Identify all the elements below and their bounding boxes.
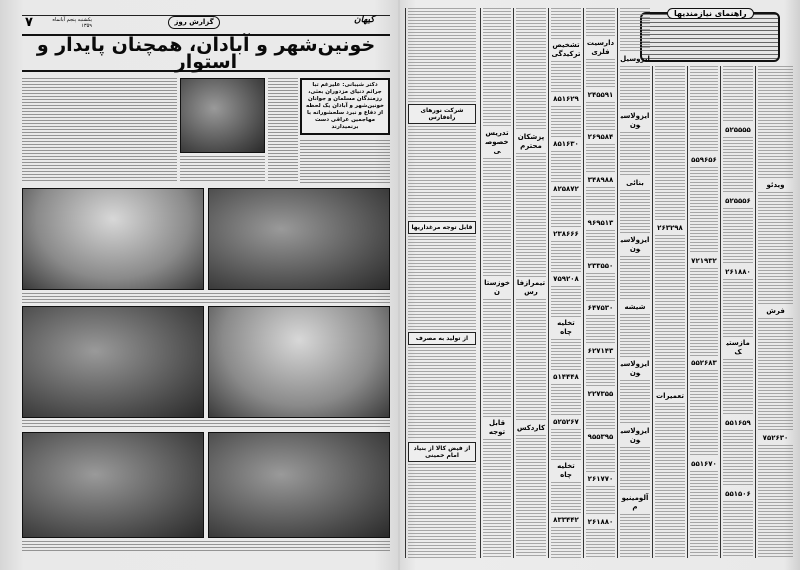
ad-text [723, 279, 753, 336]
subheadline-box: دکتر شیبانی: علیرغم تبا جرائم دنیای مزدوران بعثی، رزمندگان مسلمان و جوانان خونین‌شهر و آبادان یک لحظه از دفاع و نبرد سلحشورانه با مهاجمین عراقی دست برنمیدارند [300, 78, 390, 135]
photo-ruins-4 [208, 432, 390, 538]
ad-text [620, 447, 650, 492]
headline: خونین‌شهر و آبادان، همچنان پایدار و استوار [22, 34, 390, 72]
ad-title: ایزولاسیون [620, 236, 650, 254]
right-page [400, 0, 800, 570]
ad-text [586, 486, 615, 515]
ad-text [620, 66, 650, 111]
ad-phone-number: ۹۶۹۵۱۳ [587, 218, 614, 227]
ad-phone-number: ۸۵۱۶۳۰ [553, 140, 579, 148]
classified-column [652, 66, 687, 558]
page-number: ۷ [25, 15, 33, 30]
ad-title: ویدئو [766, 181, 785, 189]
ad-text [586, 358, 615, 387]
classifieds-index [640, 9, 780, 62]
ad-text [551, 106, 581, 137]
ad-phone-number: ۷۲۱۹۳۲ [691, 257, 717, 266]
ad-text [586, 8, 615, 37]
ad-text [620, 132, 650, 177]
ad-title: قابل توجه [488, 419, 506, 437]
ad-text [586, 144, 615, 173]
ad-phone-number: ۷۵۲۶۳۰ [762, 434, 789, 442]
ad-title: کاردکس [516, 423, 546, 432]
ad-title: خوزستان [484, 278, 510, 296]
ad-title: قابل توجه مرغداریها [408, 221, 476, 234]
ad-title: مازستیک [726, 338, 750, 356]
ad-phone-number: ۵۲۵۵۵۶ [725, 197, 751, 206]
classified-column [687, 66, 720, 558]
ad-text [516, 8, 546, 131]
ad-text [551, 8, 581, 39]
ad-phone-number: ۲۶۹۵۸۴ [587, 133, 614, 142]
newspaper-logo: کیهان [354, 15, 375, 25]
photo-caption [22, 293, 390, 303]
section-label: گزارش روز [168, 16, 220, 29]
ad-phone-number: ۲۶۱۸۸۰ [725, 268, 751, 277]
ad-text [586, 187, 615, 216]
ad-text [723, 208, 753, 265]
ad-text [516, 153, 546, 276]
ad-phone-number: ۶۴۷۵۳۰ [587, 304, 614, 313]
ad-title: تیمرازفارس [516, 278, 546, 296]
photo-ruins-2 [208, 306, 390, 418]
classified-column [583, 8, 617, 558]
ad-text [408, 126, 476, 220]
ad-text [655, 403, 685, 558]
ad-text [551, 384, 581, 415]
ad-text [723, 430, 753, 487]
ad-text [551, 151, 581, 182]
ad-phone-number: ۵۲۵۲۶۷ [553, 418, 579, 426]
ad-title: آلومینیوم [621, 493, 649, 511]
ad-title: تشخیص ترکیدگی [551, 41, 581, 58]
article-text [300, 140, 390, 183]
ad-text [551, 482, 581, 513]
ad-text [551, 286, 581, 317]
classified-column [720, 66, 755, 558]
ad-text [551, 196, 581, 227]
ad-text [586, 102, 615, 131]
article-text [268, 78, 298, 183]
ad-title: فرش [766, 307, 785, 315]
ad-text [483, 299, 511, 418]
ad-text [586, 529, 615, 558]
ad-text [408, 8, 476, 102]
ad-text [655, 235, 685, 390]
ad-title: بنائی [626, 178, 644, 187]
classified-column [513, 8, 548, 558]
ad-text [483, 158, 511, 277]
ad-phone-number: ۵۵۱۵۰۶ [725, 489, 751, 498]
ad-phone-number: ۲۶۳۲۹۸ [657, 224, 683, 232]
ad-text [690, 471, 718, 558]
ad-text [516, 299, 546, 422]
ad-title: شرکت نورهای راه‌فارس [408, 104, 476, 124]
ad-phone-number: ۲۶۱۷۷۰ [587, 475, 614, 484]
ad-phone-number: ۵۵۱۶۷۰ [691, 459, 717, 468]
ad-title: ایزولاسیون [620, 360, 650, 378]
ad-text [551, 241, 581, 272]
photo-ruins-1 [22, 306, 204, 418]
ad-title: تخلیه چاه [557, 319, 575, 336]
ad-phone-number: ۸۵۱۶۲۹ [553, 95, 579, 103]
ad-title: شیشه [624, 302, 646, 311]
ad-text [551, 429, 581, 460]
ad-text [723, 66, 753, 123]
ad-text [758, 192, 793, 305]
classified-column [617, 8, 652, 558]
photo-top [180, 78, 265, 153]
photo-caption [22, 420, 390, 429]
ad-text [586, 273, 615, 302]
ad-text [655, 66, 685, 221]
ad-phone-number: ۸۲۵۸۷۲ [553, 185, 579, 193]
ad-text [723, 501, 753, 558]
ad-phone-number: ۲۶۱۸۸۰ [587, 518, 614, 527]
ad-phone-number: ۵۵۲۶۸۳ [691, 358, 717, 367]
classified-column [480, 8, 513, 558]
ad-phone-number: ۳۴۸۹۸۸ [587, 176, 614, 185]
classified-column [755, 66, 795, 558]
ad-text [690, 370, 718, 457]
ad-text [723, 137, 753, 194]
ad-text [723, 359, 753, 416]
ad-text [758, 318, 793, 431]
ad-phone-number: ۵۲۵۵۵۵ [725, 126, 751, 135]
ad-text [690, 268, 718, 355]
ad-text [620, 514, 650, 559]
ad-text [690, 66, 718, 153]
ad-text [483, 439, 511, 558]
ad-title: ایزولاسیون [620, 426, 650, 444]
ad-title: ایزوسیل [620, 54, 650, 63]
ad-text [516, 435, 546, 558]
photo-soldiers-rifles [208, 188, 390, 290]
ad-title: پزشکان محترم [517, 133, 545, 151]
ad-text [551, 339, 581, 370]
photo-ruins-3 [22, 432, 204, 538]
ad-phone-number: ۹۵۵۳۹۵ [587, 432, 614, 441]
ad-phone-number: ۷۵۹۲۰۸ [553, 275, 579, 283]
ad-text [620, 190, 650, 235]
ad-text [483, 8, 511, 127]
classified-column [405, 8, 478, 558]
classifieds-title: راهنمای نیازمندیها [667, 8, 754, 19]
ad-text [620, 314, 650, 359]
ad-text [620, 380, 650, 425]
ad-title: دارسیت فلزی [586, 38, 615, 56]
photo-soldiers-vehicle [22, 188, 204, 290]
ad-text [586, 315, 615, 344]
ad-text [586, 444, 615, 473]
ad-text [620, 256, 650, 301]
ad-text [408, 236, 476, 330]
ad-title: ایزولاسیون [620, 112, 650, 130]
classified-column [548, 8, 583, 558]
article-text [22, 78, 177, 183]
ad-phone-number: ۵۵۱۶۵۹ [725, 418, 751, 427]
ad-text [758, 66, 793, 179]
ad-phone-number: ۲۴۵۵۹۱ [587, 90, 614, 99]
issue-date: یکشنبه پنجم آبانماه ۱۳۵۹ [52, 17, 92, 29]
ad-phone-number: ۵۵۹۶۵۶ [691, 156, 717, 165]
ad-phone-number: ۶۲۷۱۴۳ [587, 347, 614, 356]
ad-phone-number: ۵۱۴۴۴۸ [553, 373, 579, 381]
ad-title: از فیض کالا از بنیاد امام خمینی [408, 442, 476, 462]
ad-title: تدریس خصوصی [485, 128, 509, 155]
ad-title: از تولید به مصرف [408, 332, 476, 345]
ad-text [586, 230, 615, 259]
photo-caption [22, 541, 390, 553]
ad-text [408, 464, 476, 558]
ad-text [586, 59, 615, 88]
ad-text [408, 347, 476, 441]
ad-text [690, 167, 718, 254]
left-page [0, 0, 398, 570]
ad-text [758, 445, 793, 558]
ad-phone-number: ۸۳۳۴۴۲ [553, 516, 579, 524]
ad-title: تعمیرات [656, 392, 684, 400]
ad-text [551, 527, 581, 558]
photo-caption [180, 156, 265, 183]
ad-phone-number: ۲۲۷۳۵۵ [587, 389, 614, 398]
ad-phone-number: ۲۳۳۵۵۰ [587, 261, 614, 270]
ad-text [551, 61, 581, 92]
ad-text [586, 401, 615, 430]
ad-text [620, 8, 650, 53]
ad-title: تخلیه چاه [557, 462, 575, 479]
ad-phone-number: ۲۳۸۶۶۶ [553, 230, 579, 238]
